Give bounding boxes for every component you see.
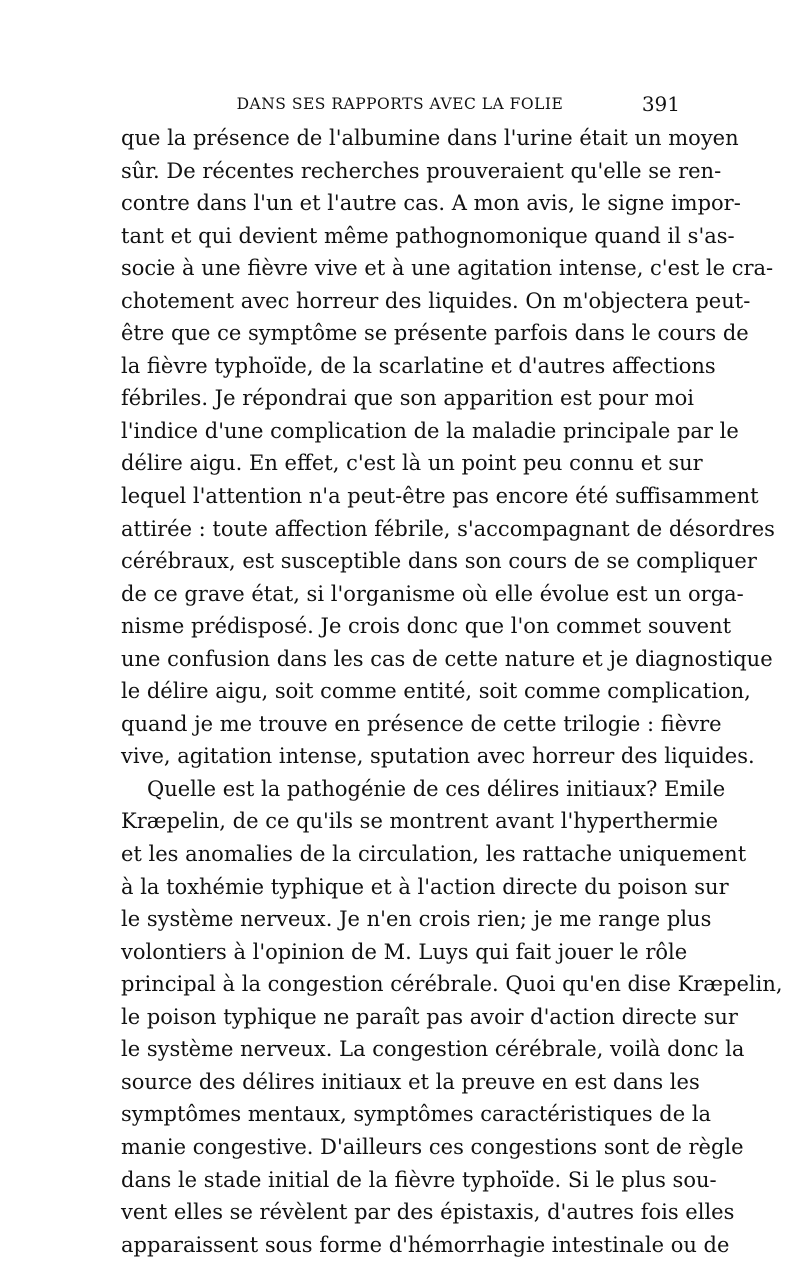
text-line: être que ce symptôme se présente parfois dans le cours de (121, 321, 749, 346)
text-line: contre dans l'un et l'autre cas. A mon avis, le signe impor- (121, 191, 741, 216)
text-line: attirée : toute affection fébrile, s'accompagnant de désordres (121, 516, 775, 541)
page-number: 391 (641, 92, 680, 116)
text-body (121, 122, 783, 1261)
text-line: cérébraux, est susceptible dans son cours de se compliquer (121, 549, 757, 574)
text-line: nisme prédisposé. Je crois donc que l'on commet souvent (121, 614, 732, 639)
text-line: manie congestive. D'ailleurs ces congestions sont de règle (121, 1134, 744, 1159)
text-line: quand je me trouve en présence de cette trilogie : fièvre (121, 711, 722, 736)
text-line: symptômes mentaux, symptômes caractéristiques de la (121, 1102, 712, 1127)
text-line: sûr. De récentes recherches prouveraient qu'elle se ren- (121, 158, 722, 183)
text-line: Kræpelin, de ce qu'ils se montrent avant l'hyperthermie (121, 809, 719, 834)
text-line: chotement avec horreur des liquides. On m'objectera peut- (121, 288, 751, 313)
text-line: une confusion dans les cas de cette nature et je diagnostique (121, 646, 773, 671)
text-line: que la présence de l'albumine dans l'urine était un moyen (121, 126, 739, 150)
text-line: Quelle est la pathogénie de ces délires initiaux? Emile (147, 776, 726, 801)
text-line: le système nerveux. Je n'en crois rien; je me range plus (121, 907, 712, 932)
running-title: DANS SES RAPPORTS AVEC LA FOLIE (236, 95, 564, 113)
text-line: source des délires initiaux et la preuve en est dans les (121, 1069, 700, 1094)
text-line: l'indice d'une complication de la maladie principale par le (121, 418, 739, 443)
text-line: volontiers à l'opinion de M. Luys qui fait jouer le rôle (121, 939, 688, 964)
text-line: vive, agitation intense, sputation avec horreur des liquides. (121, 744, 755, 769)
text-line: à la toxhémie typhique et à l'action directe du poison sur (121, 874, 729, 899)
text-line: vent elles se révèlent par des épistaxis, d'autres fois elles (121, 1200, 735, 1225)
text-line: le délire aigu, soit comme entité, soit comme complication, (121, 679, 751, 704)
text-line: délire aigu. En effet, c'est là un point peu connu et sur (121, 451, 703, 476)
text-line: et les anomalies de la circulation, les rattache uniquement (121, 842, 747, 867)
text-line: fébriles. Je répondrai que son apparition est pour moi (121, 386, 694, 411)
text-line: le système nerveux. La congestion cérébrale, voilà donc la (121, 1037, 745, 1062)
text-line: socie à une fièvre vive et à une agitation intense, c'est le cra- (121, 256, 774, 281)
text-line: la fièvre typhoïde, de la scarlatine et d'autres affections (121, 353, 716, 378)
text-line: de ce grave état, si l'organisme où elle évolue est un orga- (121, 581, 744, 606)
text-line: apparaissent sous forme d'hémorrhagie intestinale ou de (121, 1232, 730, 1257)
text-line: tant et qui devient même pathognomonique quand il s'as- (121, 223, 735, 248)
text-line: dans le stade initial de la fièvre typhoïde. Si le plus sou- (121, 1167, 717, 1192)
text-line: le poison typhique ne paraît pas avoir d'action directe sur (121, 1004, 738, 1029)
running-head (120, 92, 680, 116)
text-line: principal à la congestion cérébrale. Quoi qu'en dise Kræpelin, (121, 972, 783, 997)
text-line: lequel l'attention n'a peut-être pas encore été suffisamment (121, 484, 759, 509)
